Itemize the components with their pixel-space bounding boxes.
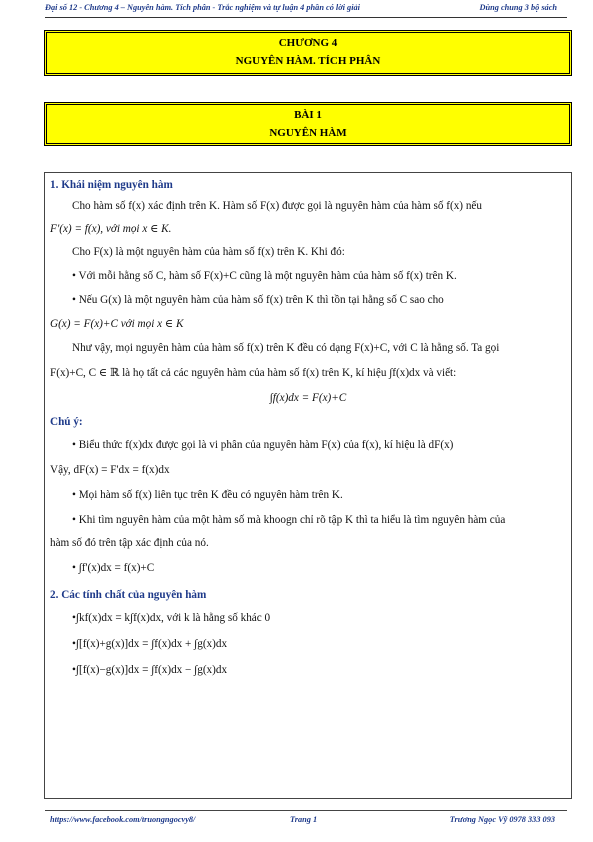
bullet-constant: • Với mỗi hằng số C, hàm số F(x)+C cũng là một nguyên hàm của hàm số f(x) trên K.	[72, 270, 457, 282]
page-header	[45, 3, 567, 18]
content-box	[44, 172, 572, 799]
note-continuous: • Mọi hàm số f(x) liên tục trên K đều có nguyên hàm trên K.	[72, 489, 343, 501]
note-domain: • Khi tìm nguyên hàm của một hàm số mà khoogn chỉ rõ tập K thì ta hiểu là tìm nguyên hàm của	[72, 514, 506, 526]
footer-author: Trương Ngọc Vỹ 0978 333 093	[449, 815, 555, 824]
family-text-cont: F(x)+C, C ∈ ℝ là họ tất cả các nguyên hàm của hàm số f(x) trên K, kí hiệu ∫f(x)dx và viết:	[50, 367, 457, 379]
chapter-title: NGUYÊN HÀM. TÍCH PHÂN	[235, 55, 381, 67]
lesson-number: BÀI 1	[294, 109, 322, 121]
note-differential-cont: Vậy, dF(x) = F'dx = f(x)dx	[50, 464, 170, 476]
header-left: Đại số 12 - Chương 4 – Nguyên hàm. Tích phân - Trắc nghiệm và tự luận 4 phần có lời giải	[45, 3, 360, 12]
lesson-title: NGUYÊN HÀM	[269, 127, 347, 139]
footer-facebook-link[interactable]: https://www.facebook.com/truongngocvy8/	[50, 815, 196, 824]
chapter-number: CHƯƠNG 4	[278, 37, 338, 49]
bullet-uniqueness: • Nếu G(x) là một nguyên hàm của hàm số f(x) trên K thì tồn tại hằng số C sao cho	[72, 294, 444, 306]
integral-formula: ∫f(x)dx = F(x)+C	[269, 392, 347, 404]
property-difference: •∫[f(x)−g(x)]dx = ∫f(x)dx − ∫g(x)dx	[72, 664, 228, 676]
definition-text-cont: F'(x) = f(x), với mọi x ∈ K.	[50, 223, 172, 235]
bullet-uniqueness-cont: G(x) = F(x)+C với mọi x ∈ K	[50, 318, 184, 330]
definition-text: Cho hàm số f(x) xác định trên K. Hàm số F(x) được gọi là nguyên hàm của hàm số f(x) nếu	[72, 200, 482, 212]
property-sum: •∫[f(x)+g(x)]dx = ∫f(x)dx + ∫g(x)dx	[72, 638, 228, 650]
header-right: Dùng chung 3 bộ sách	[479, 3, 557, 12]
property-scalar: •∫kf(x)dx = k∫f(x)dx, với k là hằng số khác 0	[72, 612, 271, 624]
section1-title: 1. Khái niệm nguyên hàm	[50, 179, 173, 191]
note-differential: • Biểu thức f(x)dx được gọi là vi phân của nguyên hàm F(x) của f(x), kí hiệu là dF(x)	[72, 439, 454, 451]
section2-title: 2. Các tính chất của nguyên hàm	[50, 589, 207, 601]
corollary-intro: Cho F(x) là một nguyên hàm của hàm số f(x) trên K. Khi đó:	[72, 246, 345, 258]
chapter-banner	[44, 30, 572, 76]
footer-page-number: Trang 1	[290, 815, 318, 824]
page-footer	[45, 810, 567, 828]
note-domain-cont: hàm số đó trên tập xác định của nó.	[50, 537, 209, 549]
family-text: Như vậy, mọi nguyên hàm của hàm số f(x) trên K đều có dạng F(x)+C, với C là hằng số. Ta gọi	[72, 342, 500, 354]
note-title: Chú ý:	[50, 416, 83, 428]
note-derivative-integral: • ∫f'(x)dx = f(x)+C	[72, 562, 155, 574]
lesson-banner	[44, 102, 572, 146]
